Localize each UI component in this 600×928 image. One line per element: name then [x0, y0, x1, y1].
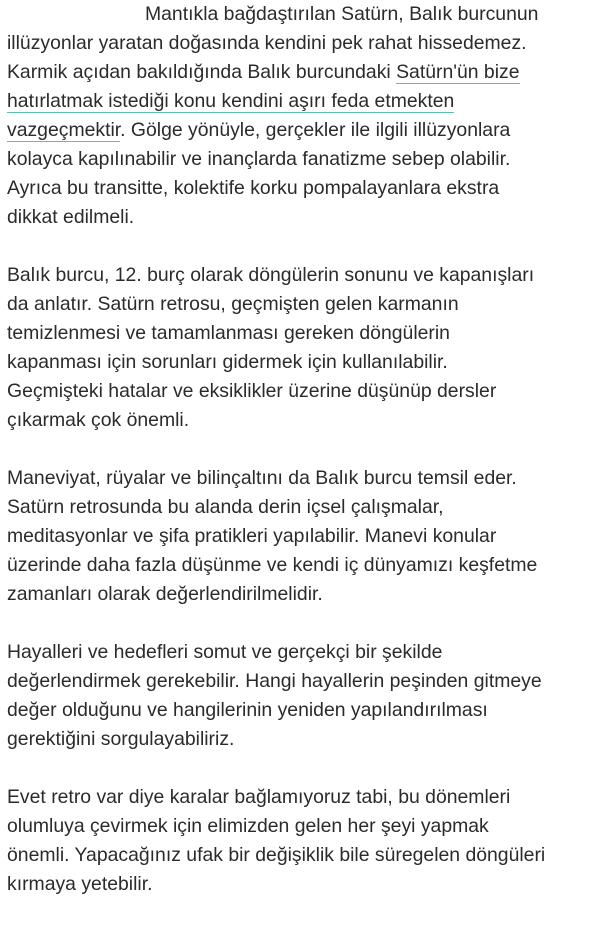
text-line: Maneviyat, rüyalar ve bilinçaltını da Balık burcu temsil eder.	[7, 467, 517, 489]
text-line: illüzyonlar yaratan doğasında kendini pek rahat hissedemez.	[7, 32, 527, 54]
text-line: Hayalleri ve hedefleri somut ve gerçekçi bir şekilde	[7, 641, 443, 663]
text-line: zamanları olarak değerlendirilmelidir.	[7, 583, 323, 605]
text-line: Balık burcu, 12. burç olarak döngülerin sonunu ve kapanışları	[7, 264, 535, 286]
paragraph-5	[7, 783, 597, 899]
text-line: Satürn retrosunda bu alanda derin içsel çalışmalar,	[7, 496, 444, 518]
paragraph-4	[7, 638, 597, 754]
text-line: da anlatır. Satürn retrosu, geçmişten gelen karmanın	[7, 293, 459, 315]
text-line: Ayrıca bu transitte, kolektife korku pompalayanlara ekstra	[7, 177, 500, 199]
text-line: değer olduğunu ve hangilerinin yeniden yapılandırılması	[7, 699, 488, 721]
text-line: önemli. Yapacağınız ufak bir değişiklik bile süregelen döngüleri	[7, 844, 546, 866]
text-line: üzerinde daha fazla düşünme ve kendi iç dünyamızı keşfetme	[7, 554, 538, 576]
text-line: Mantıkla bağdaştırılan Satürn, Balık burcunun	[145, 3, 539, 25]
paragraph-1	[7, 0, 597, 232]
text-line: temizlenmesi ve tamamlanması gereken döngülerin	[7, 322, 450, 344]
text-line: kapanması için sorunları gidermek için kullanılabilir.	[7, 351, 448, 373]
highlight-underline: hatırlatmak istediği konu kendini aşırı feda etmekten	[7, 90, 455, 112]
text-line: gerektiğini sorgulayabiliriz.	[7, 728, 235, 750]
text-line: Karmik açıdan bakıldığında Balık burcundaki Satürn'ün bize	[7, 61, 520, 83]
paragraph-2	[7, 261, 597, 435]
text-line: dikkat edilmeli.	[7, 206, 135, 228]
text-line: olumluya çevirmek için elimizden gelen her şeyi yapmak	[7, 815, 489, 837]
text-line: vazgeçmektir. Gölge yönüyle, gerçekler ile ilgili illüzyonlara	[7, 119, 511, 141]
article-text	[7, 0, 597, 928]
text-line: Evet retro var diye karalar bağlamıyoruz tabi, bu dönemleri	[7, 786, 511, 808]
text-line: kolayca kapılınabilir ve inançlarda fanatizme sebep olabilir.	[7, 148, 511, 170]
highlight-underline: vazgeçmektir	[7, 119, 121, 141]
paragraph-3	[7, 464, 597, 609]
text-line	[7, 87, 597, 116]
highlight-underline: Satürn'ün bize	[396, 61, 520, 83]
text-line: Geçmişteki hatalar ve eksiklikler üzerine düşünüp dersler	[7, 380, 497, 402]
text-line: kırmaya yetebilir.	[7, 873, 153, 895]
text-line: meditasyonlar ve şifa pratikleri yapılabilir. Manevi konular	[7, 525, 497, 547]
text-line: değerlendirmek gerekebilir. Hangi hayallerin peşinden gitmeye	[7, 670, 542, 692]
text-line: çıkarmak çok önemli.	[7, 409, 190, 431]
